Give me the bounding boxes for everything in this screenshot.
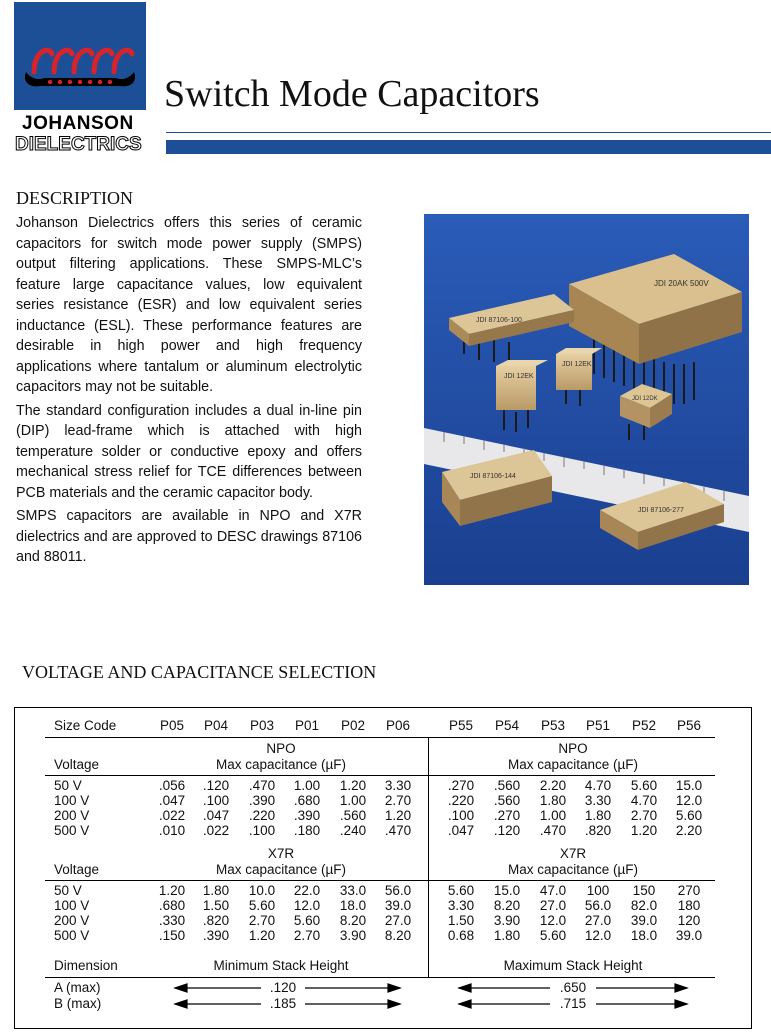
capacitance-value: 12.0 — [293, 898, 321, 913]
capacitance-value: 2.70 — [384, 793, 412, 808]
capacitance-value: .180 — [293, 823, 321, 838]
capacitance-value: 3.90 — [339, 928, 367, 943]
capacitance-value: 1.20 — [248, 928, 276, 943]
title-rule-thin — [166, 132, 771, 133]
capacitance-value: 4.70 — [584, 778, 612, 793]
capacitance-value: 5.60 — [447, 883, 475, 898]
capacitance-value: .047 — [158, 793, 186, 808]
chip-label-0: JDI 87106-100 — [476, 317, 522, 324]
capacitance-value: 5.60 — [248, 898, 276, 913]
capacitance-value: .120 — [493, 823, 521, 838]
voltage-row-label: 500 V — [54, 823, 90, 838]
capacitance-value: 3.30 — [447, 898, 475, 913]
logo-division-name: DIELECTRICS — [15, 134, 142, 155]
capacitance-value: 2.70 — [630, 808, 658, 823]
capacitance-value: 120 — [677, 913, 701, 928]
capacitance-value: 15.0 — [675, 778, 703, 793]
capacitance-value: 22.0 — [293, 883, 321, 898]
chip-label-3: JDI 12EK — [562, 361, 592, 368]
capacitance-value: .560 — [493, 793, 521, 808]
size-code-header: P55 — [448, 718, 474, 733]
viking-ship-logo-icon — [20, 42, 140, 92]
selection-table — [14, 707, 752, 1029]
size-code-header: P05 — [159, 718, 185, 733]
capacitance-value: 5.60 — [539, 928, 567, 943]
x7r-rule — [45, 880, 715, 881]
description-paragraph-3: SMPS capacitors are available in NPO and X7R dielectrics and are approved to DESC drawings 87106 and 88011. — [16, 508, 362, 565]
title-rule-thick — [166, 140, 771, 154]
selection-heading: VOLTAGE AND CAPACITANCE SELECTION — [22, 662, 377, 682]
capacitance-value: .150 — [158, 928, 186, 943]
capacitance-value: 33.0 — [339, 883, 367, 898]
capacitance-value: .220 — [248, 808, 276, 823]
capacitance-value: 12.0 — [539, 913, 567, 928]
size-code-header: P53 — [540, 718, 566, 733]
capacitance-value: 1.20 — [339, 778, 367, 793]
capacitance-value: 4.70 — [630, 793, 658, 808]
capacitance-value: 1.20 — [158, 883, 186, 898]
capacitance-value: 8.20 — [493, 898, 521, 913]
dimension-arrows — [15, 978, 751, 1018]
dimension-label: Dimension — [54, 958, 118, 973]
capacitance-value: .680 — [158, 898, 186, 913]
capacitance-value: .330 — [158, 913, 186, 928]
capacitance-value: 2.70 — [293, 928, 321, 943]
size-code-header: P01 — [294, 718, 320, 733]
capacitance-value: 39.0 — [630, 913, 658, 928]
dimension-row-label: A (max) — [54, 980, 101, 995]
min-stack-height-label: Minimum Stack Height — [213, 958, 349, 973]
npo-left-subtitle: Max capacitance (µF) — [215, 757, 347, 772]
capacitance-value: 1.00 — [293, 778, 321, 793]
size-code-label: Size Code — [54, 718, 117, 733]
size-code-header: P02 — [340, 718, 366, 733]
max-stack-height-label: Maximum Stack Height — [503, 958, 643, 973]
x7r-left-subtitle: Max capacitance (µF) — [215, 862, 347, 877]
capacitance-value: 1.80 — [539, 793, 567, 808]
description-heading: DESCRIPTION — [16, 188, 134, 208]
capacitance-value: 56.0 — [384, 883, 412, 898]
capacitance-value: 12.0 — [675, 793, 703, 808]
capacitance-value: 39.0 — [675, 928, 703, 943]
chip-label-2: JDI 12EK — [504, 373, 534, 380]
min-stack-value: .120 — [269, 980, 297, 995]
max-stack-value: .715 — [559, 996, 587, 1011]
size-code-header: P56 — [676, 718, 702, 733]
voltage-row-label: 500 V — [54, 928, 90, 943]
dimension-row-label: B (max) — [54, 996, 102, 1011]
capacitance-value: .390 — [293, 808, 321, 823]
description-paragraph-1: Johanson Dielectrics offers this series of ceramic capacitors for switch mode power supply (SMPS) output filtering applications. These SMPS-MLC’s feature large capacitance values, low equivalent series resistance (ESR) and low equivalent series inductance (ESL). These performance features are desirable in high power and high frequency applications where tantalum or aluminum electrolytic capacitors may not be suitable. — [16, 215, 362, 395]
capacitance-value: 47.0 — [539, 883, 567, 898]
size-code-header: P03 — [249, 718, 275, 733]
npo-right-name: NPO — [558, 741, 588, 756]
capacitance-value: .022 — [158, 808, 186, 823]
capacitance-value: .470 — [384, 823, 412, 838]
capacitance-value: 12.0 — [584, 928, 612, 943]
capacitance-value: .047 — [447, 823, 475, 838]
capacitance-value: .220 — [447, 793, 475, 808]
capacitance-value: .820 — [584, 823, 612, 838]
capacitance-value: 5.60 — [630, 778, 658, 793]
capacitance-value: .390 — [202, 928, 230, 943]
size-code-header: P54 — [494, 718, 520, 733]
voltage-row-label: 200 V — [54, 913, 90, 928]
product-photo — [424, 214, 749, 585]
capacitance-value: 1.50 — [202, 898, 230, 913]
capacitance-value: .100 — [248, 823, 276, 838]
capacitance-value: .240 — [339, 823, 367, 838]
capacitance-value: 3.30 — [384, 778, 412, 793]
capacitance-value: 180 — [677, 898, 701, 913]
capacitance-value: 1.00 — [539, 808, 567, 823]
capacitance-value: .820 — [202, 913, 230, 928]
voltage-row-label: 100 V — [54, 898, 90, 913]
capacitance-value: 2.20 — [539, 778, 567, 793]
capacitance-value: 27.0 — [584, 913, 612, 928]
logo-company-name: JOHANSON — [22, 113, 134, 134]
page-title: Switch Mode Capacitors — [164, 73, 540, 115]
capacitance-value: .270 — [493, 808, 521, 823]
capacitance-value: 3.90 — [493, 913, 521, 928]
chip-label-5: JDI 87106-144 — [470, 473, 516, 480]
voltage-label-npo: Voltage — [54, 757, 100, 772]
npo-rule — [45, 775, 715, 776]
capacitance-value: 2.20 — [675, 823, 703, 838]
capacitance-value: .390 — [248, 793, 276, 808]
x7r-right-subtitle: Max capacitance (µF) — [507, 862, 639, 877]
capacitance-value: .047 — [202, 808, 230, 823]
capacitance-value: 270 — [677, 883, 701, 898]
capacitance-value: 56.0 — [584, 898, 612, 913]
capacitance-value: 39.0 — [384, 898, 412, 913]
capacitance-value: .680 — [293, 793, 321, 808]
size-code-header: P06 — [385, 718, 411, 733]
description-paragraph-2: The standard configuration includes a dual in-line pin (DIP) lead-frame which is attached with high temperature solder or conductive epoxy and offers mechanical stress relief for TCE differences between PCB materials and the ceramic capacitor body. — [16, 402, 362, 501]
capacitance-value: 1.80 — [493, 928, 521, 943]
capacitance-value: 5.60 — [293, 913, 321, 928]
size-code-header: P04 — [203, 718, 229, 733]
voltage-row-label: 200 V — [54, 808, 90, 823]
npo-left-name: NPO — [266, 741, 296, 756]
capacitance-value: 0.68 — [447, 928, 475, 943]
capacitance-value: 1.20 — [630, 823, 658, 838]
capacitance-value: 100 — [586, 883, 610, 898]
x7r-right-name: X7R — [559, 846, 587, 861]
capacitance-value: 3.30 — [584, 793, 612, 808]
capacitance-value: .560 — [493, 778, 521, 793]
capacitance-value: 8.20 — [339, 913, 367, 928]
capacitance-value: .470 — [539, 823, 567, 838]
capacitance-value: .120 — [202, 778, 230, 793]
chip-label-6: JDI 87106-277 — [638, 507, 684, 514]
header-rule — [45, 737, 715, 738]
size-code-header: P52 — [631, 718, 657, 733]
capacitance-value: 82.0 — [630, 898, 658, 913]
voltage-row-label: 50 V — [54, 778, 82, 793]
column-divider — [428, 738, 429, 977]
capacitance-value: 8.20 — [384, 928, 412, 943]
description-text — [16, 213, 362, 571]
logo-emblem — [14, 2, 146, 110]
capacitance-value: 27.0 — [384, 913, 412, 928]
capacitance-value: .010 — [158, 823, 186, 838]
capacitance-value: 15.0 — [493, 883, 521, 898]
capacitance-value: 27.0 — [539, 898, 567, 913]
capacitance-value: 1.80 — [584, 808, 612, 823]
min-stack-value: .185 — [269, 996, 297, 1011]
voltage-label-x7r: Voltage — [54, 862, 100, 877]
size-code-header: P51 — [585, 718, 611, 733]
capacitance-value: 5.60 — [675, 808, 703, 823]
x7r-left-name: X7R — [267, 846, 295, 861]
chip-label-1: JDI 20AK 500V — [654, 279, 709, 288]
capacitance-value: 10.0 — [248, 883, 276, 898]
capacitance-value: 1.50 — [447, 913, 475, 928]
capacitance-value: .100 — [447, 808, 475, 823]
capacitance-value: 2.70 — [248, 913, 276, 928]
capacitance-value: 1.80 — [202, 883, 230, 898]
chip-label-4: JDI 12DK — [632, 396, 658, 402]
capacitance-value: .022 — [202, 823, 230, 838]
capacitance-value: 150 — [632, 883, 656, 898]
capacitance-value: .056 — [158, 778, 186, 793]
voltage-row-label: 100 V — [54, 793, 90, 808]
voltage-row-label: 50 V — [54, 883, 82, 898]
capacitance-value: 18.0 — [339, 898, 367, 913]
capacitance-value: 1.20 — [384, 808, 412, 823]
capacitance-value: .100 — [202, 793, 230, 808]
capacitance-value: 1.00 — [339, 793, 367, 808]
capacitance-value: .560 — [339, 808, 367, 823]
max-stack-value: .650 — [559, 980, 587, 995]
npo-right-subtitle: Max capacitance (µF) — [507, 757, 639, 772]
capacitance-value: 18.0 — [630, 928, 658, 943]
capacitance-value: .470 — [248, 778, 276, 793]
capacitance-value: .270 — [447, 778, 475, 793]
